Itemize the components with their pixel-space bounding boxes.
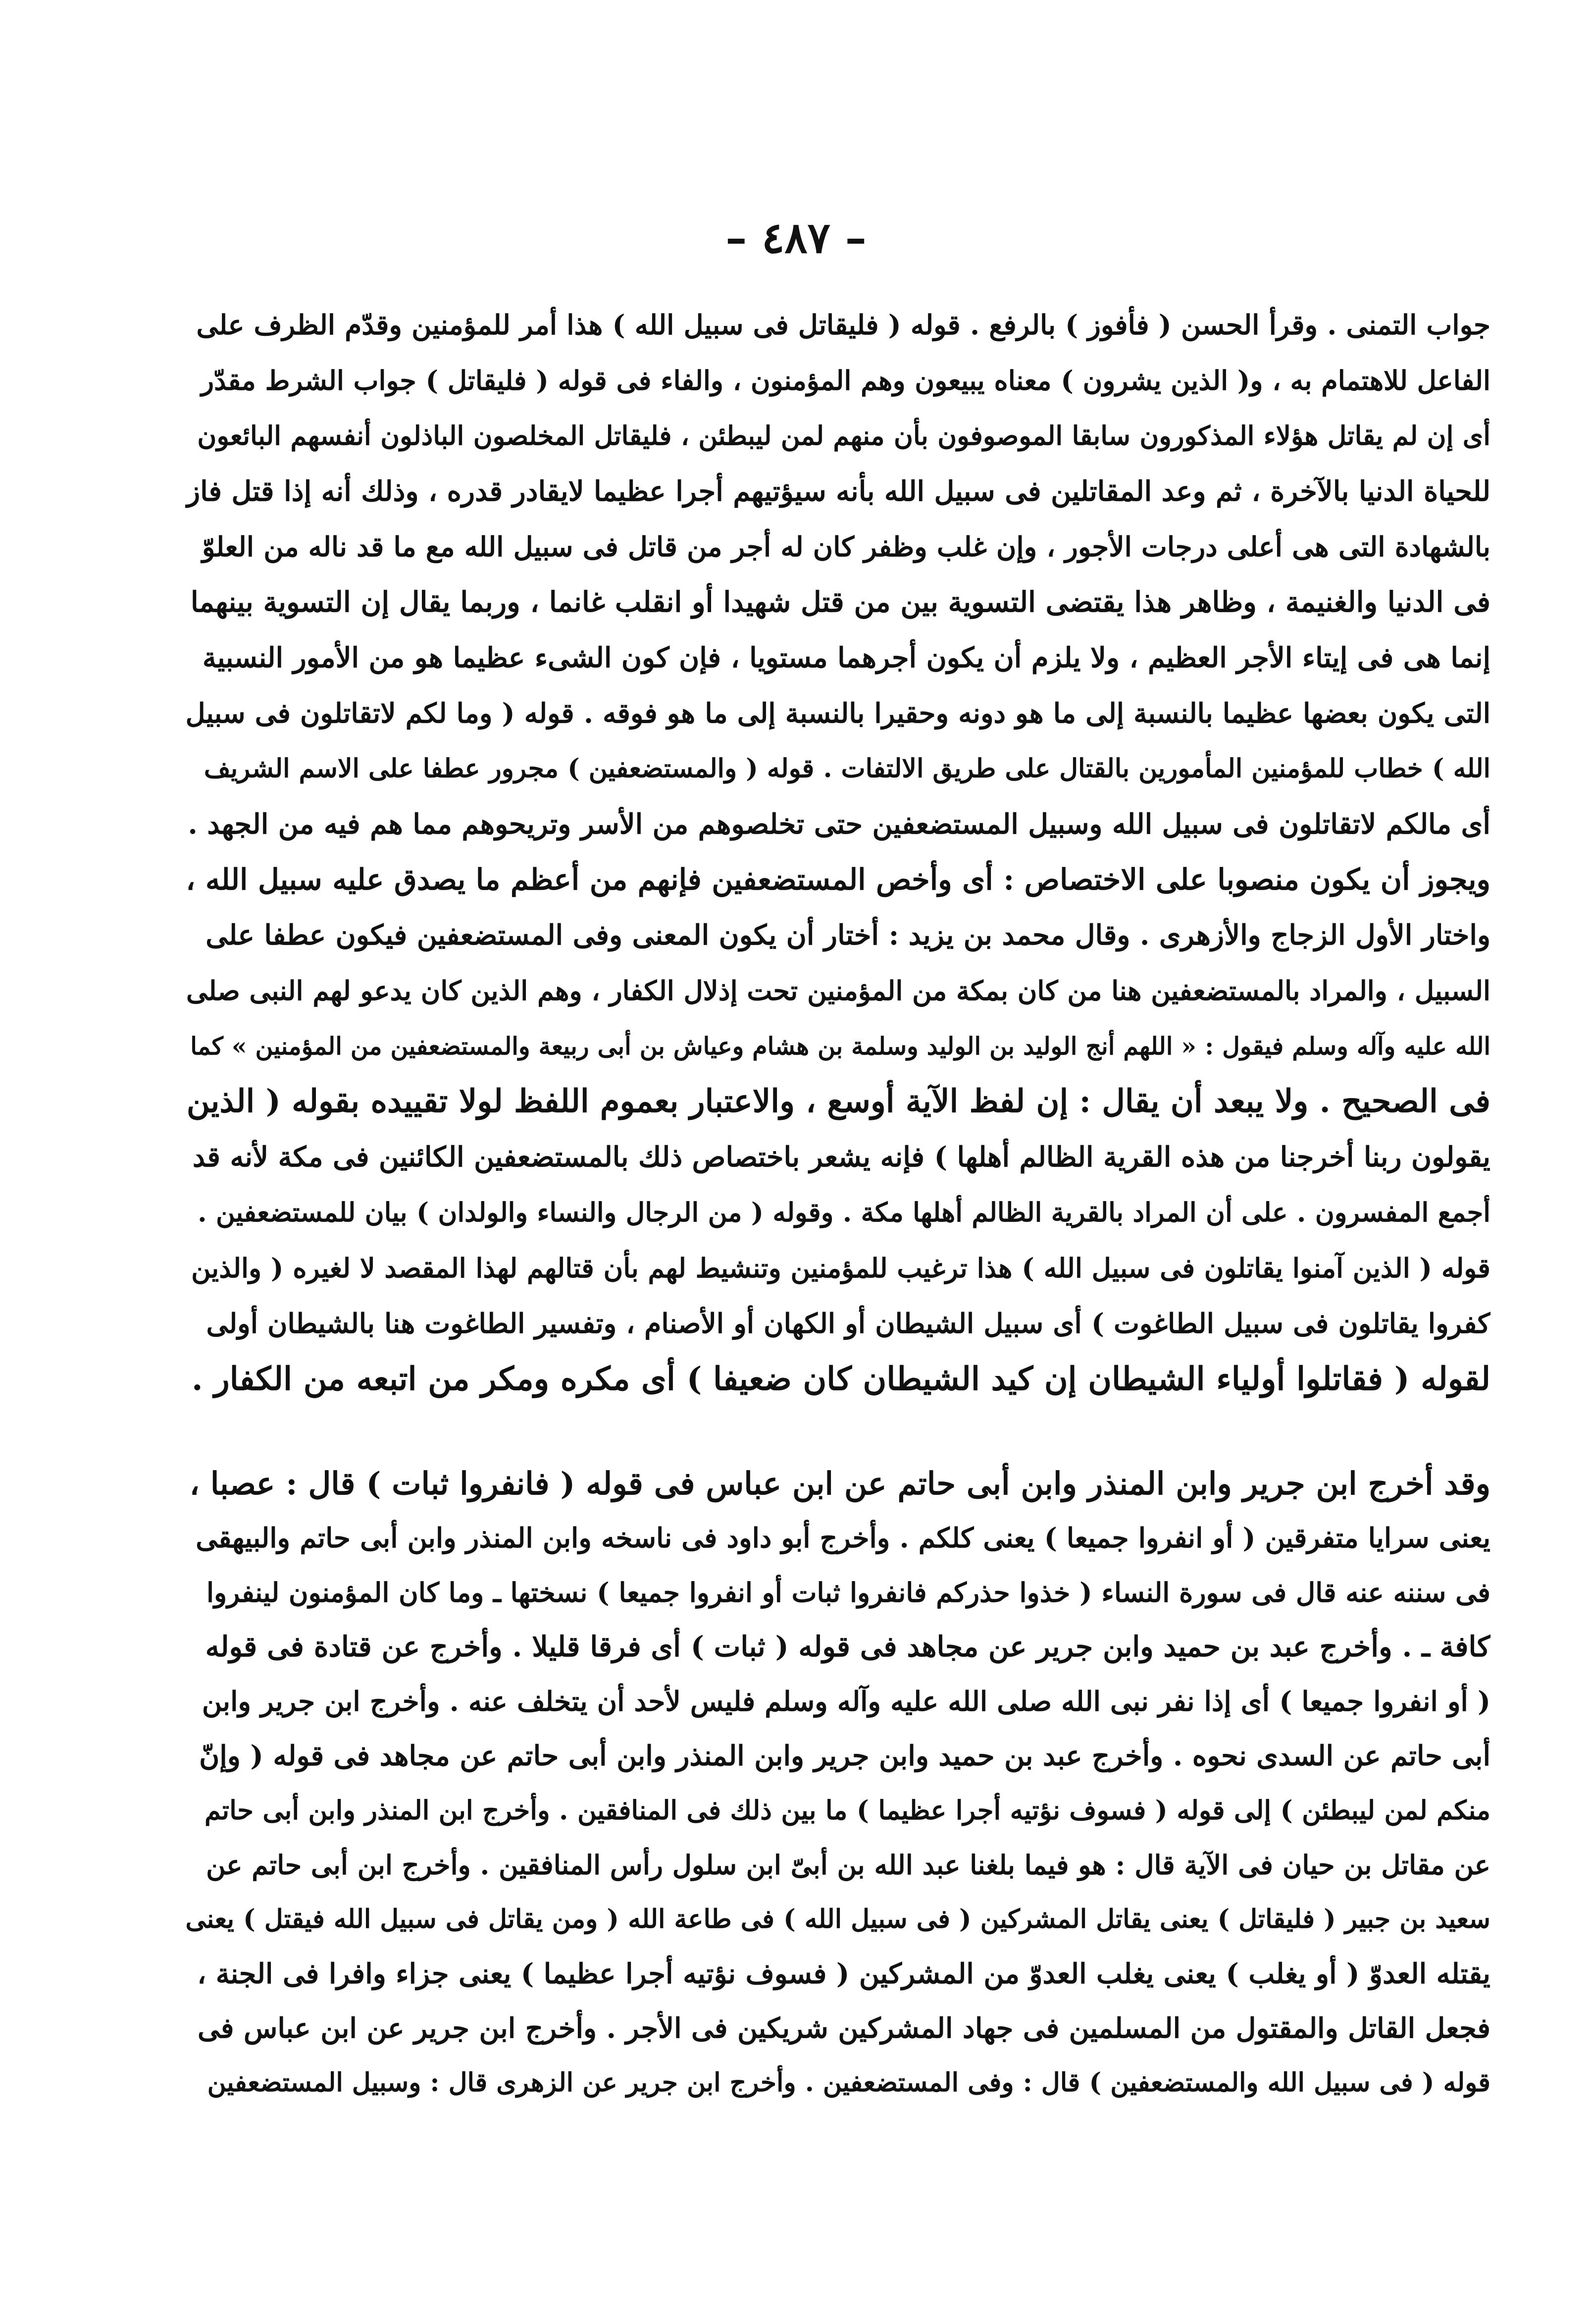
commentary-line: الفاعل للاهتمام به ، و( الذين يشرون ) معناه يبيعون وهم المؤمنون ، والفاء فى قوله ( فليقاتل ) جواب الشرط مقدّر	[201, 365, 1490, 396]
commentary-line: الله ) خطاب للمؤمنين المأمورين بالقتال على طريق الالتفات . قوله ( والمستضعفين ) مجرور عطفا على الاسم الشريف	[204, 753, 1490, 784]
commentary-line: ويجوز أن يكون منصوبا على الاختصاص : أى وأخص المستضعفين فإنهم من أعظم ما يصدق عليه سبيل الله ،	[186, 862, 1490, 897]
commentary-line: أى مالكم لاتقاتلون فى سبيل الله وسبيل المستضعفين حتى تخلصوهم من الأسر وتريحوهم مما هم فيه من الجهد .	[188, 808, 1490, 841]
page-number: – ٤٨٧ –	[725, 213, 867, 263]
narration-line: سعيد بن جبير ( فليقاتل ) يعنى يقاتل المشركين ( فى سبيل الله ) فى طاعة الله ( ومن يقاتل فى سبيل الله فيقتل ) يعنى	[185, 1904, 1490, 1934]
narration-line: فى سننه عنه قال فى سورة النساء ( خذوا حذركم فانفروا ثبات أو انفروا جميعا ) نسختها ـ وما كان المؤمنون لينفروا	[206, 1577, 1490, 1608]
commentary-line: التى يكون بعضها عظيما بالنسبة إلى ما هو دونه وحقيرا بالنسبة إلى ما هو فوقه . قوله ( وما لكم لاتقاتلون فى سبيل	[185, 697, 1490, 729]
commentary-line: أى إن لم يقاتل هؤلاء المذكورون سابقا الموصوفون بأن منهم لمن ليبطئن ، فليقاتل المخلصون الباذلون أنفسهم البائعون	[197, 421, 1490, 451]
commentary-line: جواب التمنى . وقرأ الحسن ( فأفوز ) بالرفع . قوله ( فليقاتل فى سبيل الله ) هذا أمر للمؤمنين وقدّم الظرف على	[196, 309, 1490, 341]
commentary-line: فى الدنيا والغنيمة ، وظاهر هذا يقتضى التسوية بين من قتل شهيدا أو انقلب غانما ، وربما يقال إن التسوية بينهما	[190, 585, 1490, 619]
narration-line: يعنى سرايا متفرقين ( أو انفروا جميعا ) يعنى كلكم . وأخرج أبو داود فى ناسخه وابن المنذر وابن أبى حاتم والبيهقى	[196, 1522, 1490, 1554]
commentary-line: يقولون ربنا أخرجنا من هذه القرية الظالم أهلها ) فإنه يشعر باختصاص ذلك بالمستضعفين الكائنين فى مكة لأنه قد	[192, 1141, 1490, 1173]
narration-line: فجعل القاتل والمقتول من المسلمين فى جهاد المشركين شريكين فى الأجر . وأخرج ابن جرير عن ابن عباس فى	[198, 2012, 1490, 2045]
commentary-line: للحياة الدنيا بالآخرة ، ثم وعد المقاتلين فى سبيل الله بأنه سيؤتيهم أجرا عظيما لايقادر قدره ، وذلك أنه إذا قتل فاز	[187, 475, 1490, 508]
narration-line: كافة ـ . وأخرج عبد بن حميد وابن جرير عن مجاهد فى قوله ( ثبات ) أى فرقا قليلا . وأخرج عن قتادة فى قوله	[205, 1630, 1490, 1663]
narration-line: ( أو انفروا جميعا ) أى إذا نفر نبى الله صلى الله عليه وآله وسلم فليس لأحد أن يتخلف عنه . وأخرج ابن جرير وابن	[202, 1685, 1490, 1717]
commentary-line: بالشهادة التى هى أعلى درجات الأجور ، وإن غلب وظفر كان له أجر من قاتل فى سبيل الله مع ما قد ناله من العلوّ	[202, 530, 1490, 563]
commentary-line: الله عليه وآله وسلم فيقول : « اللهم أنج الوليد بن الوليد وسلمة بن هشام وعياش بن أبى ربيعة والمستضعفين من المؤمنين » كما	[190, 1032, 1490, 1060]
narration-line: أبى حاتم عن السدى نحوه . وأخرج عبد بن حميد وابن جرير وابن المنذر وابن أبى حاتم عن مجاهد فى قوله ( وإنّ	[199, 1740, 1490, 1772]
commentary-line: واختار الأول الزجاج والأزهرى . وقال محمد بن يزيد : أختار أن يكون المعنى وفى المستضعفين فيكون عطفا على	[205, 919, 1490, 951]
commentary-line: إنما هى فى إيتاء الأجر العظيم ، ولا يلزم أن يكون أجرهما مستويا ، فإن كون الشىء عظيما هو من الأمور النسبية	[202, 641, 1490, 674]
narrations-block	[183, 1456, 1490, 2110]
narration-line: عن مقاتل بن حيان فى الآية قال : هو فيما بلغنا عبد الله بن أبىّ ابن سلول رأس المنافقين . وأخرج ابن أبى حاتم عن	[206, 1849, 1490, 1881]
narration-line: وقد أخرج ابن جرير وابن المنذر وابن أبى حاتم عن ابن عباس فى قوله ( فانفروا ثبات ) قال : عصبا ،	[189, 1465, 1490, 1502]
commentary-block	[183, 297, 1490, 1407]
commentary-line: قوله ( الذين آمنوا يقاتلون فى سبيل الله ) هذا ترغيب للمؤمنين وتنشيط لهم بأن قتالهم لهذا المقصد لا لغيره ( والذين	[191, 1252, 1490, 1284]
narration-line: قوله ( فى سبيل الله والمستضعفين ) قال : وفى المستضعفين . وأخرج ابن جرير عن الزهرى قال : وسبيل المستضعفين	[207, 2067, 1490, 2098]
commentary-line: كفروا يقاتلون فى سبيل الطاغوت ) أى سبيل الشيطان أو الكهان أو الأصنام ، وتفسير الطاغوت هنا بالشيطان أولى	[206, 1307, 1490, 1339]
commentary-line: أجمع المفسرون . على أن المراد بالقرية الظالم أهلها مكة . وقوله ( من الرجال والنساء والولدان ) بيان للمستضعفين .	[198, 1197, 1490, 1228]
commentary-line: السبيل ، والمراد بالمستضعفين هنا من كان بمكة من المؤمنين تحت إذلال الكفار ، وهم الذين كان يدعو لهم النبى صلى	[186, 975, 1490, 1006]
narration-line: منكم لمن ليبطئن ) إلى قوله ( فسوف نؤتيه أجرا عظيما ) ما بين ذلك فى المنافقين . وأخرج ابن المنذر وابن أبى حاتم	[205, 1795, 1490, 1826]
narration-line: يقتله العدوّ ( أو يغلب ) يعنى يغلب العدوّ من المشركين ( فسوف نؤتيه أجرا عظيما ) يعنى جزاء وافرا فى الجنة ،	[197, 1957, 1490, 1990]
commentary-line: لقوله ( فقاتلوا أولياء الشيطان إن كيد الشيطان كان ضعيفا ) أى مكره ومكر من اتبعه من الكفار .	[191, 1360, 1490, 1398]
commentary-line: فى الصحيح . ولا يبعد أن يقال : إن لفظ الآية أوسع ، والاعتبار بعموم اللفظ لولا تقييده بقوله ( الذين	[186, 1083, 1490, 1120]
